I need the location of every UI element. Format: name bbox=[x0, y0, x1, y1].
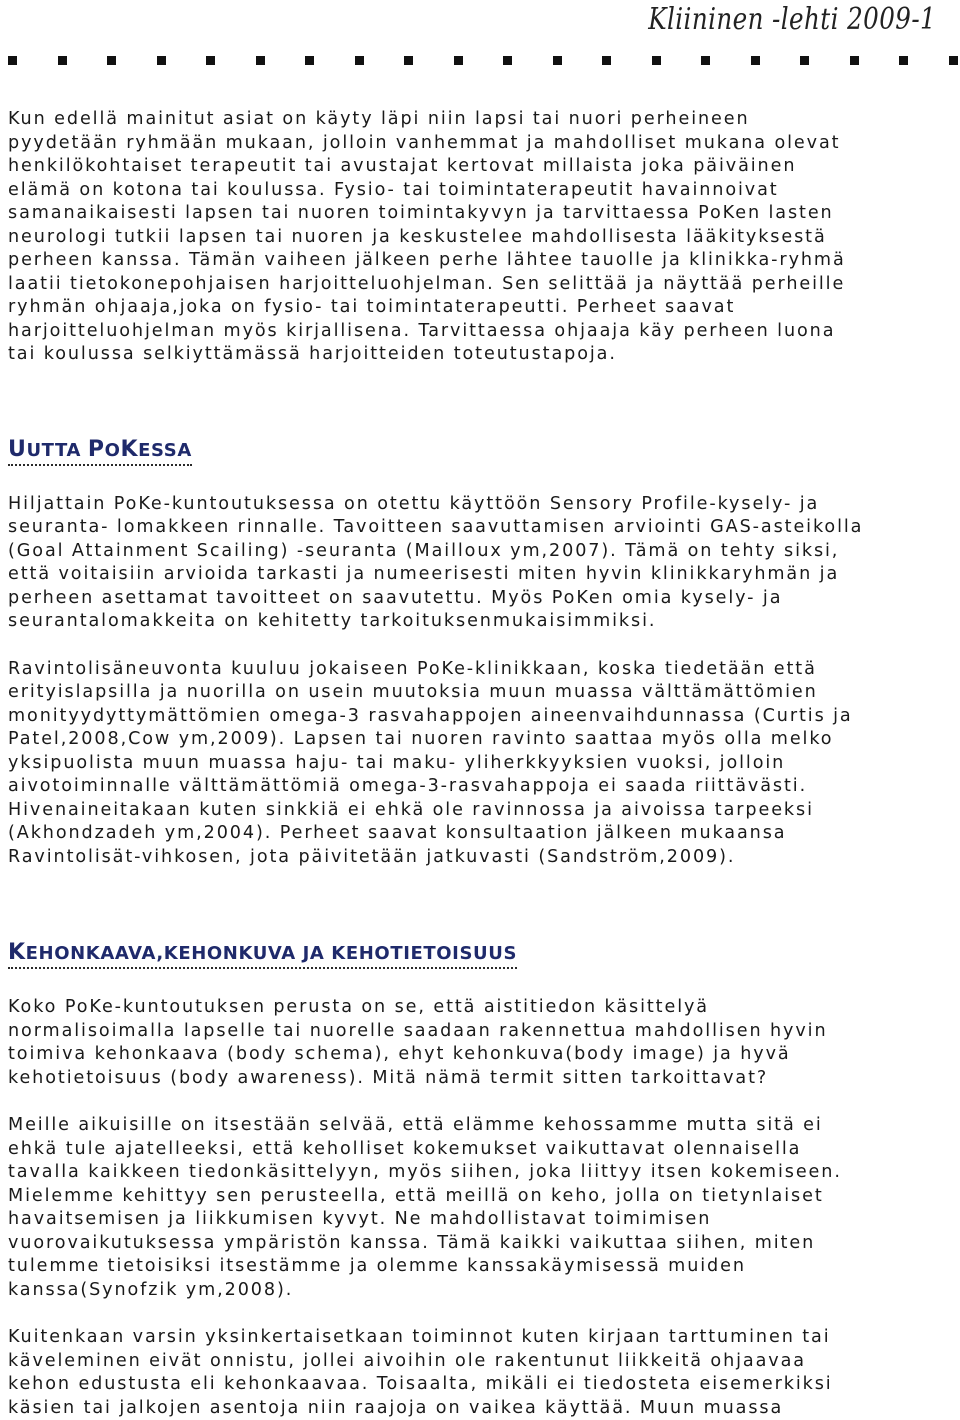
article-body bbox=[8, 108, 954, 1420]
text-line: kehon edustusta eli kehonkaavaa. Toisaalta, mikäli ei tiedosteta eisemerkiksi bbox=[8, 1373, 954, 1397]
text-line: yksipuolista muun muassa haju- tai maku- yliherkkyyksien vuoksi, jolloin bbox=[8, 752, 954, 776]
text-line: ryhmän ohjaaja,joka on fysio- tai toimintaterapeutti. Perheet saavat bbox=[8, 296, 954, 320]
text-line: Ravintolisät-vihkosen, jota päivitetään jatkuvasti (Sandström,2009). bbox=[8, 846, 954, 870]
text-line: seurantalomakkeita on kehitetty tarkoituksenmukaisimmiksi. bbox=[8, 610, 954, 634]
text-line: Hiljattain PoKe-kuntoutuksessa on otettu käyttöön Sensory Profile-kysely- ja bbox=[8, 493, 954, 517]
text-line: käsien tai jalkojen asentoja niin raajoja on vaikea käyttää. Muun muassa bbox=[8, 1397, 954, 1420]
text-line: ehkä tule ajatelleeksi, että keholliset kokemukset vaikuttavat olennaisella bbox=[8, 1138, 954, 1162]
text-line: neurologi tutkii lapsen tai nuoren ja keskustelee mahdollisesta lääkityksestä bbox=[8, 226, 954, 250]
body-schema-paragraph bbox=[8, 996, 954, 1090]
text-line: Kuitenkaan varsin yksinkertaisetkaan toiminnot kuten kirjaan tarttuminen tai bbox=[8, 1326, 954, 1350]
text-line: havaitsemisen ja liikkumisen kyvyt. Ne mahdollistavat toimimisen bbox=[8, 1208, 954, 1232]
text-line: Patel,2008,Cow ym,2009). Lapsen tai nuoren ravinto saattaa myös olla melko bbox=[8, 728, 954, 752]
text-line: elämä on kotona tai koulussa. Fysio- tai toimintaterapeutit havainnoivat bbox=[8, 179, 954, 203]
embodiment-paragraph bbox=[8, 1114, 954, 1302]
text-line: perheen kanssa. Tämän vaiheen jälkeen perhe lähtee tauolle ja klinikka-ryhmä bbox=[8, 249, 954, 273]
dotted-divider bbox=[8, 56, 958, 66]
text-line: Mielemme kehittyy sen perusteella, että meillä on keho, jolla on tietynlaiset bbox=[8, 1185, 954, 1209]
text-line: harjoitteluohjelman myös kirjallisena. Tarvittaessa ohjaaja käy perheen luona bbox=[8, 320, 954, 344]
text-line: käveleminen eivät onnistu, jollei aivoihin ole rakentunut liikkeitä ohjaavaa bbox=[8, 1350, 954, 1374]
text-line: normalisoimalla lapselle tai nuorelle saadaan rakennettua mahdollisen hyvin bbox=[8, 1020, 954, 1044]
text-line: Meille aikuisille on itsestään selvää, että elämme kehossamme mutta sitä ei bbox=[8, 1114, 954, 1138]
section-heading-uutta-pokessa: UUTTA POKESSA bbox=[8, 438, 192, 466]
text-line: samanaikaisesti lapsen tai nuoren toimintakyvyn ja tarvittaessa PoKen lasten bbox=[8, 202, 954, 226]
sensory-profile-paragraph bbox=[8, 493, 954, 634]
text-line: henkilökohtaiset terapeutit tai avustajat kertovat millaista joka päiväinen bbox=[8, 155, 954, 179]
text-line: Hivenaineitakaan kuten sinkkiä ei ehkä ole ravinnossa ja aivoissa tarpeeksi bbox=[8, 799, 954, 823]
section-heading-kehonkaava: KEHONKAAVA,KEHONKUVA JA KEHOTIETOISUUS bbox=[8, 941, 517, 969]
text-line: pyydetään ryhmään mukaan, jolloin vanhemmat ja mahdolliset mukana olevat bbox=[8, 132, 954, 156]
text-line: erityislapsilla ja nuorilla on usein muutoksia muun muassa välttämättömien bbox=[8, 681, 954, 705]
text-line: tulemme tietoisiksi itsestämme ja olemme kanssakäymisessä muiden bbox=[8, 1255, 954, 1279]
text-line: Koko PoKe-kuntoutuksen perusta on se, että aistitiedon käsittelyä bbox=[8, 996, 954, 1020]
text-line: Kun edellä mainitut asiat on käyty läpi niin lapsi tai nuori perheineen bbox=[8, 108, 954, 132]
text-line: kehotietoisuus (body awareness). Mitä nämä termit sitten tarkoittavat? bbox=[8, 1067, 954, 1091]
text-line: toimiva kehonkaava (body schema), ehyt kehonkuva(body image) ja hyvä bbox=[8, 1043, 954, 1067]
nutrition-paragraph bbox=[8, 658, 954, 870]
text-line: kanssa(Synofzik ym,2008). bbox=[8, 1279, 954, 1303]
text-line: että voitaisiin arvioida tarkasti ja numeerisesti miten hyvin klinikkaryhmän ja bbox=[8, 563, 954, 587]
text-line: vuorovaikutuksessa ympäristön kanssa. Tämä kaikki vaikuttaa siihen, miten bbox=[8, 1232, 954, 1256]
journal-title: Kliininen -lehti 2009-1 bbox=[648, 0, 936, 40]
intro-paragraph bbox=[8, 108, 954, 367]
text-line: (Goal Attainment Scailing) -seuranta (Mailloux ym,2007). Tämä on tehty siksi, bbox=[8, 540, 954, 564]
motor-function-paragraph bbox=[8, 1326, 954, 1420]
text-line: perheen asettamat tavoitteet on saavutettu. Myös PoKen omia kysely- ja bbox=[8, 587, 954, 611]
text-line: tavalla kaikkeen tiedonkäsittelyyn, myös siihen, joka liittyy itsen kokemiseen. bbox=[8, 1161, 954, 1185]
text-line: (Akhondzadeh ym,2004). Perheet saavat konsultaation jälkeen mukaansa bbox=[8, 822, 954, 846]
text-line: tai koulussa selkiyttämässä harjoitteiden toteutustapoja. bbox=[8, 343, 954, 367]
text-line: Ravintolisäneuvonta kuuluu jokaiseen PoKe-klinikkaan, koska tiedetään että bbox=[8, 658, 954, 682]
text-line: laatii tietokonepohjaisen harjoitteluohjelman. Sen selittää ja näyttää perheille bbox=[8, 273, 954, 297]
text-line: aivotoiminnalle välttämättömiä omega-3-rasvahappoja ei saada riittävästi. bbox=[8, 775, 954, 799]
text-line: monityydyttymättömien omega-3 rasvahappojen aineenvaihdunnassa (Curtis ja bbox=[8, 705, 954, 729]
text-line: seuranta- lomakkeen rinnalle. Tavoitteen saavuttamisen arviointi GAS-asteikolla bbox=[8, 516, 954, 540]
